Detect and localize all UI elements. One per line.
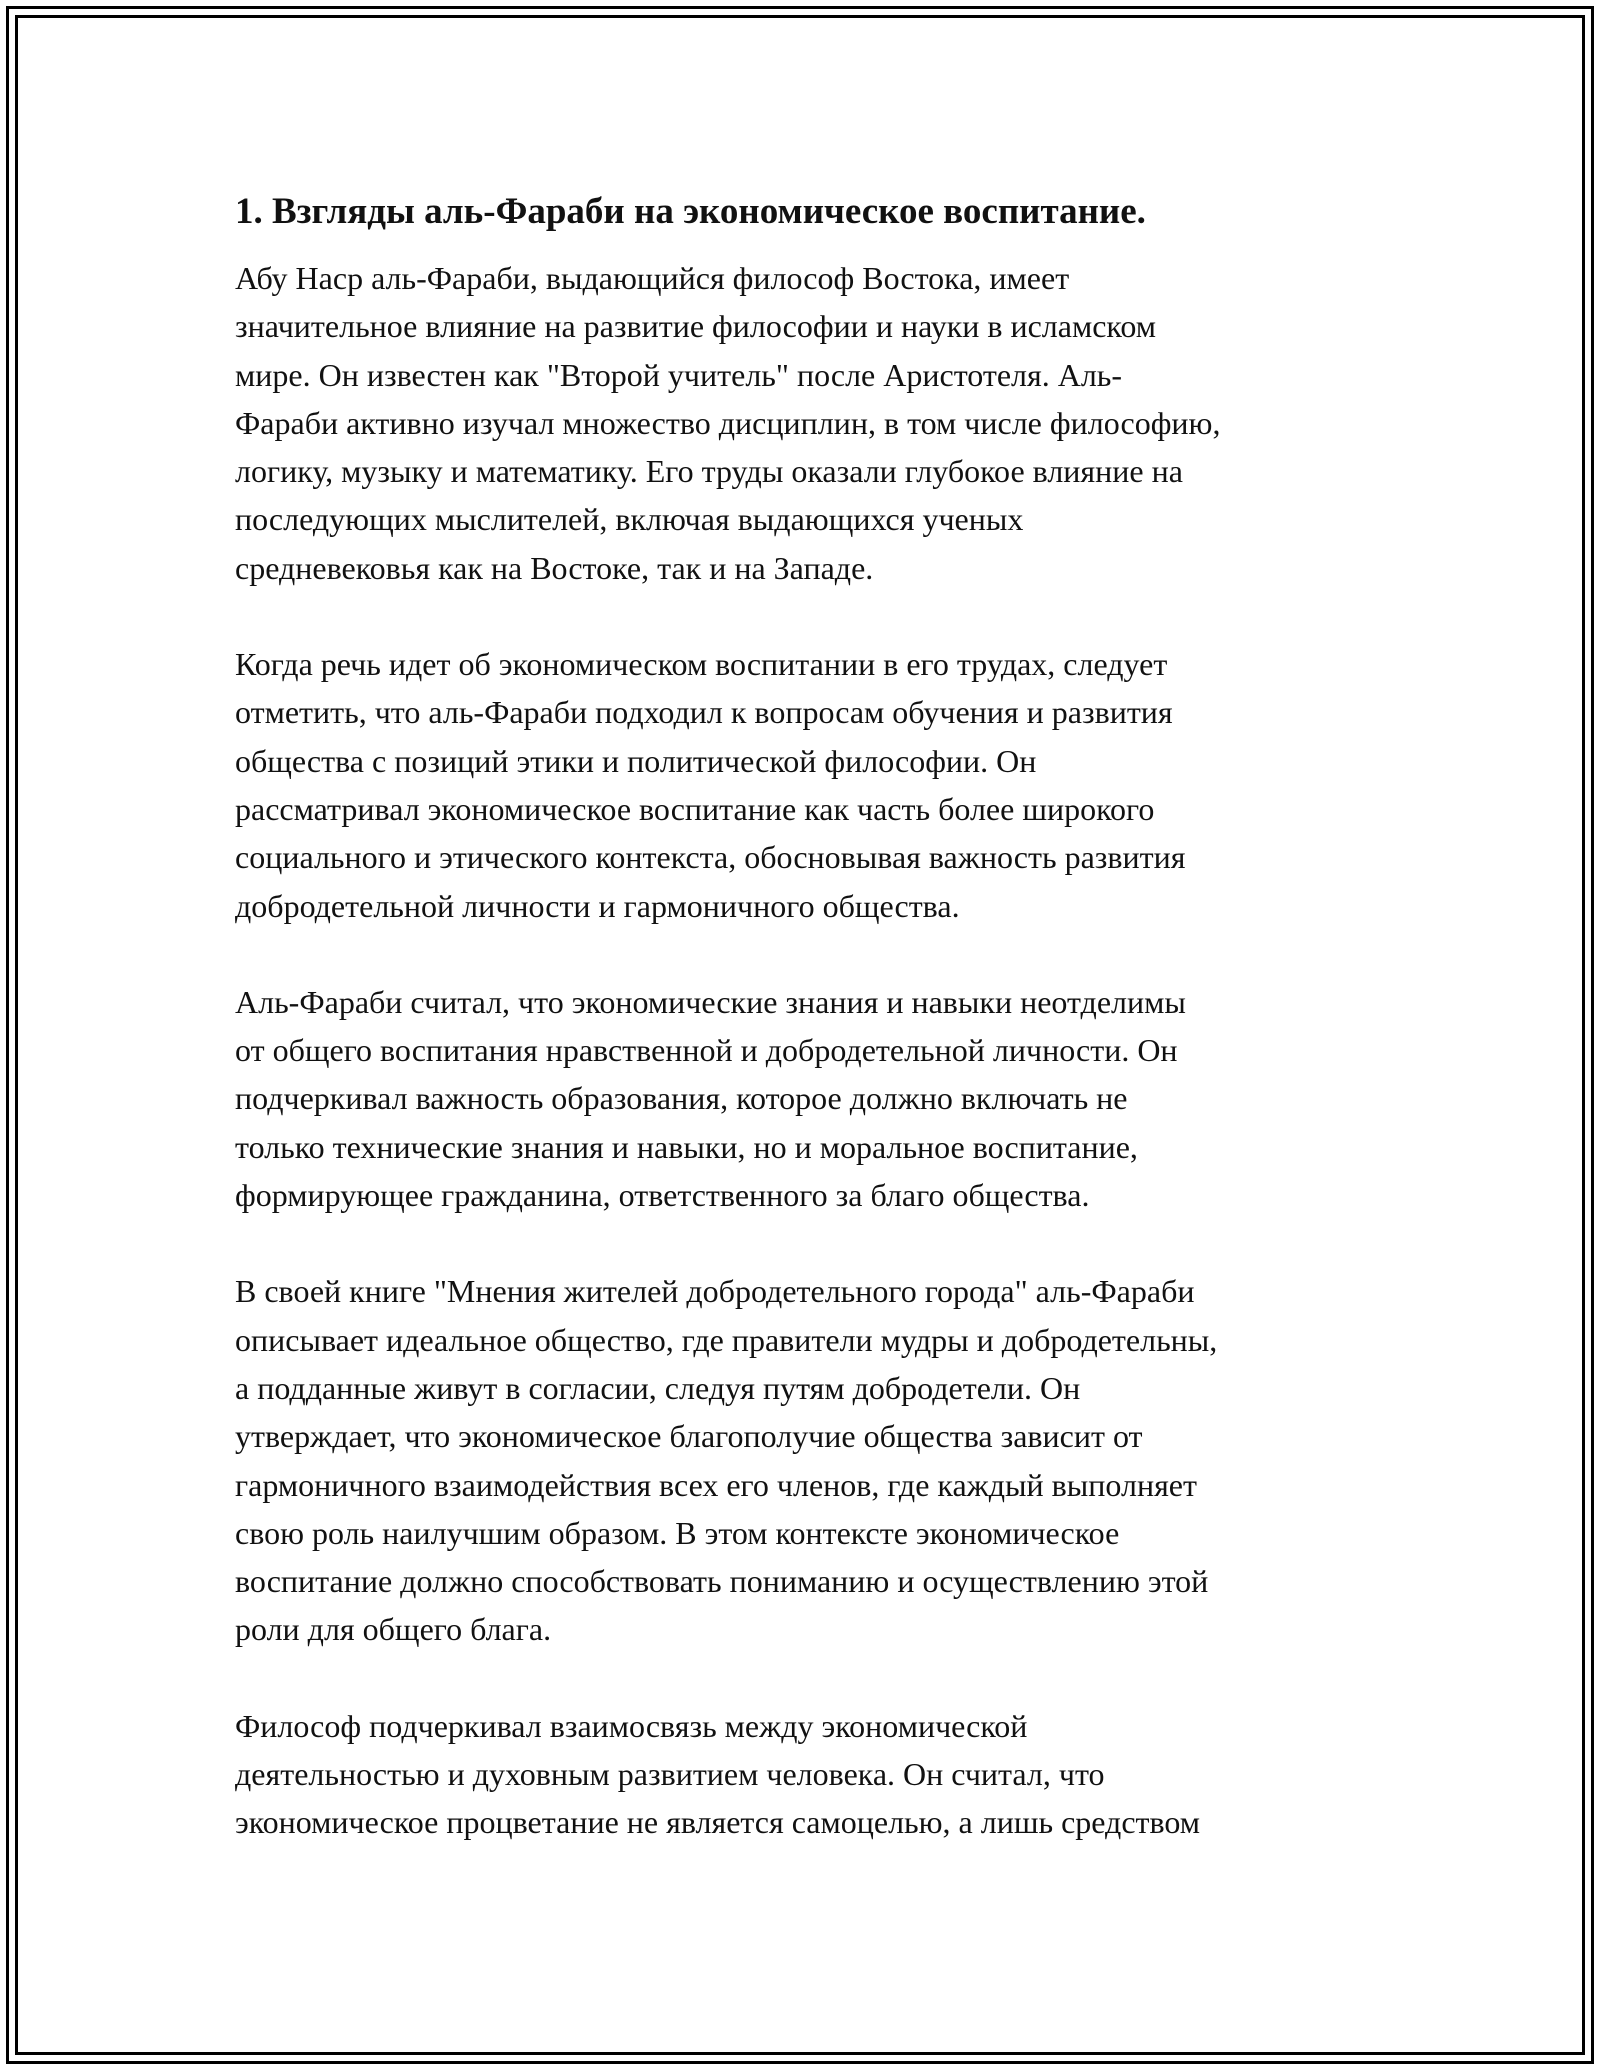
text-line: воспитание должно способствовать пониманию и осуществлению этой [235, 1563, 1209, 1600]
text-line: утверждает, что экономическое благополучие общества зависит от [235, 1418, 1143, 1455]
text-line: общества с позиций этики и политической философии. Он [235, 742, 1037, 779]
text-line: экономическое процветание не является самоцелью, а лишь средством [235, 1804, 1201, 1841]
text-line: описывает идеальное общество, где правители мудры и добродетельны, [235, 1321, 1218, 1358]
text-line: социального и этического контекста, обосновывая важность развития [235, 839, 1186, 876]
text-line: свою роль наилучшим образом. В этом контексте экономическое [235, 1514, 1120, 1551]
text-line: деятельностью и духовным развитием человека. Он считал, что [235, 1756, 1105, 1793]
text-line: только технические знания и навыки, но и моральное воспитание, [235, 1128, 1138, 1165]
text-line: Аль-Фараби считал, что экономические знания и навыки неотделимы [235, 983, 1186, 1020]
paragraph-2 [235, 640, 1385, 930]
text-line: средневековья как на Востоке, так и на Западе. [235, 549, 874, 586]
paragraph-4 [235, 1267, 1385, 1653]
text-line: формирующее гражданина, ответственного за благо общества. [235, 1177, 1090, 1214]
text-line: последующих мыслителей, включая выдающихся ученых [235, 501, 1024, 538]
text-line: мире. Он известен как "Второй учитель" после Аристотеля. Аль- [235, 356, 1123, 393]
text-line: Фараби активно изучал множество дисциплин, в том числе философию, [235, 404, 1221, 441]
text-line: отметить, что аль-Фараби подходил к вопросам обучения и развития [235, 694, 1173, 731]
text-line: подчеркивал важность образования, которое должно включать не [235, 1080, 1128, 1117]
text-line: роли для общего блага. [235, 1611, 552, 1648]
text-line: от общего воспитания нравственной и добродетельной личности. Он [235, 1032, 1178, 1069]
text-line: рассматривал экономическое воспитание как часть более широкого [235, 790, 1155, 827]
section-heading: 1. Взгляды аль-Фараби на экономическое воспитание. [235, 191, 1146, 232]
text-line: значительное влияние на развитие философии и науки в исламском [235, 308, 1156, 345]
text-line: Философ подчеркивал взаимосвязь между экономической [235, 1707, 1028, 1744]
paragraph-3 [235, 978, 1385, 1219]
text-line: Когда речь идет об экономическом воспитании в его трудах, следует [235, 646, 1168, 683]
paragraph-1 [235, 254, 1385, 592]
text-line: Абу Наср аль-Фараби, выдающийся философ Востока, имеет [235, 260, 1070, 296]
document-body [235, 186, 1385, 1895]
text-line: логику, музыку и математику. Его труды оказали глубокое влияние на [235, 453, 1183, 490]
text-line: В своей книге "Мнения жителей добродетельного города" аль-Фараби [235, 1273, 1195, 1310]
text-line: добродетельной личности и гармоничного общества. [235, 887, 960, 924]
text-line: а подданные живут в согласии, следуя путям добродетели. Он [235, 1369, 1081, 1406]
paragraph-5 [235, 1702, 1385, 1847]
text-line: гармоничного взаимодействия всех его членов, где каждый выполняет [235, 1466, 1197, 1503]
